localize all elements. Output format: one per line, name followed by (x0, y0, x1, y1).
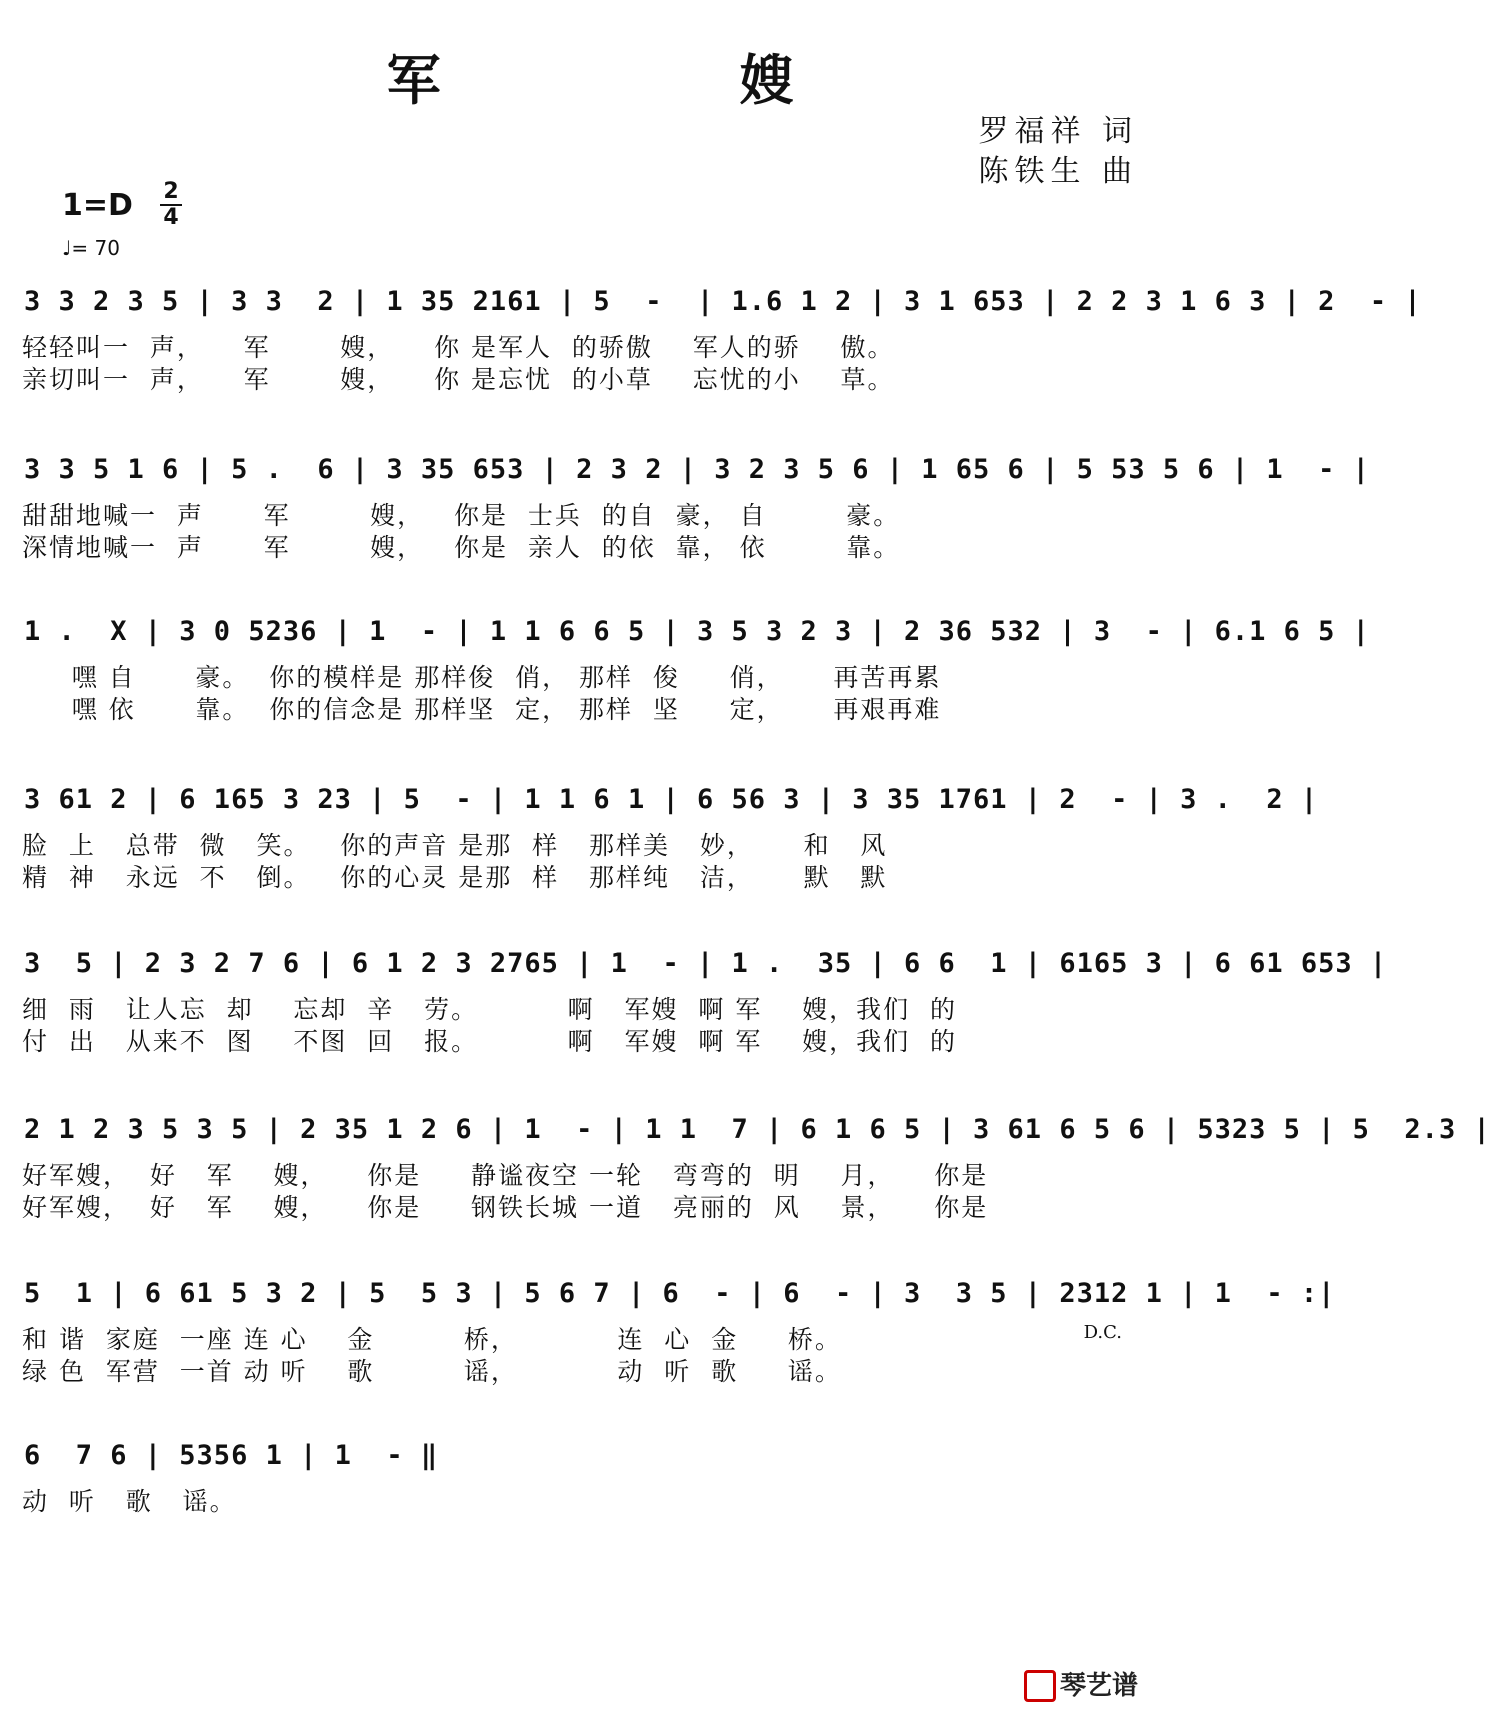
lyric-verse-2: 深情地喊一 声 军 嫂， 你是 亲人 的依 靠， 依 靠。 (22, 533, 901, 562)
score-system (18, 602, 1370, 726)
credits (978, 112, 1138, 192)
lyric-verse-1: 脸 上 总带 微 笑。 你的声音 是那 样 那样美 妙， 和 风 (22, 831, 888, 860)
score-system (18, 1264, 1336, 1388)
song-title: 军 嫂 (386, 48, 934, 112)
jianpu-notes: 3 5 | 2 3 2 7 6 | 6 1 2 3 2765 | 1 - | 1 . 35 | 6 6 1 | 6165 3 | 6 61 653 | (24, 948, 1388, 979)
notation-line (18, 272, 1422, 332)
notation-line (18, 1264, 1336, 1324)
time-signature (160, 180, 182, 230)
score-system (18, 272, 1422, 396)
lyricist-credit: 罗福祥 词 (978, 114, 1138, 149)
jianpu-notes: 3 3 5 1 6 | 5 . 6 | 3 35 653 | 2 3 2 | 3 2 3 5 6 | 1 65 6 | 5 53 5 6 | 1 - | (24, 454, 1370, 485)
score-system (18, 1100, 1491, 1224)
lyric-verse-2: 绿 色 军营 一首 动 听 歌 谣， 动 听 歌 谣。 (22, 1357, 842, 1386)
score-system (18, 440, 1370, 564)
lyric-verse-1: 甜甜地喊一 声 军 嫂， 你是 士兵 的自 豪， 自 豪。 (22, 501, 901, 530)
tempo-marking: ♩= 70 (62, 236, 120, 260)
lyric-verse-1: 好军嫂， 好 军 嫂， 你是 静谧夜空 一轮 弯弯的 明 月， 你是 (22, 1161, 989, 1190)
notation-line (18, 1100, 1491, 1160)
lyric-verse-1: 动 听 歌 谣。 (22, 1487, 237, 1516)
notation-line (18, 1426, 1162, 1486)
key-signature: 1=D (62, 188, 133, 223)
score-system (18, 1426, 1162, 1518)
jianpu-notes: 5 1 | 6 61 5 3 2 | 5 5 3 | 5 6 7 | 6 - | 6 - | 3 3 5 | 2312 1 | 1 - :| (24, 1278, 1336, 1309)
jianpu-notes: 6 7 6 | 5356 1 | 1 - ‖ (24, 1440, 439, 1471)
logo-text: 琴艺谱 (1059, 1670, 1138, 1701)
notation-line (18, 602, 1370, 662)
lyric-verse-2: 亲切叫一 声， 军 嫂， 你 是忘忧 的小草 忘忧的小 草。 (22, 365, 895, 394)
logo-icon (1024, 1670, 1056, 1702)
lyric-verse-2: 精 神 永远 不 倒。 你的心灵 是那 样 那样纯 洁， 默 默 (22, 863, 888, 892)
notation-line (18, 770, 1319, 830)
time-signature-bottom: 4 (163, 205, 179, 230)
time-signature-top: 2 (163, 179, 179, 204)
lyric-verse-1: 和 谐 家庭 一座 连 心 金 桥， 连 心 金 桥。 (22, 1325, 842, 1354)
lyric-verse-2: 好军嫂， 好 军 嫂， 你是 钢铁长城 一道 亮丽的 风 景， 你是 (22, 1193, 989, 1222)
lyric-verse-2: 嘿 依 靠。 你的信念是 那样坚 定， 那样 坚 定， 再艰再难 (22, 695, 942, 724)
lyric-verse-1: 嘿 自 豪。 你的模样是 那样俊 俏， 那样 俊 俏， 再苦再累 (22, 663, 942, 692)
lyric-verse-2: 付 出 从来不 图 不图 回 报。 啊 军嫂 啊 军 嫂，我们 的 (22, 1027, 958, 1056)
da-capo-marking: D.C. (1083, 1322, 1122, 1343)
jianpu-notes: 2 1 2 3 5 3 5 | 2 35 1 2 6 | 1 - | 1 1 7 | 6 1 6 5 | 3 61 6 5 6 | 5323 5 | 5 2.3 | (24, 1114, 1491, 1145)
score-system (18, 770, 1319, 894)
site-logo (1024, 1665, 1138, 1703)
lyric-verse-1: 轻轻叫一 声， 军 嫂， 你 是军人 的骄傲 军人的骄 傲。 (22, 333, 895, 362)
composer-credit: 陈铁生 曲 (978, 154, 1138, 189)
notation-line (18, 440, 1370, 500)
score-system (18, 934, 1388, 1058)
lyric-verse-1: 细 雨 让人忘 却 忘却 辛 劳。 啊 军嫂 啊 军 嫂，我们 的 (22, 995, 958, 1024)
jianpu-notes: 3 61 2 | 6 165 3 23 | 5 - | 1 1 6 1 | 6 56 3 | 3 35 1761 | 2 - | 3 . 2 | (24, 784, 1319, 815)
jianpu-notes: 3 3 2 3 5 | 3 3 2 | 1 35 2161 | 5 - | 1.6 1 2 | 3 1 653 | 2 2 3 1 6 3 | 2 - | (24, 286, 1422, 317)
notation-line (18, 934, 1388, 994)
jianpu-notes: 1 . X | 3 0 5236 | 1 - | 1 1 6 6 5 | 3 5 3 2 3 | 2 36 532 | 3 - | 6.1 6 5 | (24, 616, 1370, 647)
